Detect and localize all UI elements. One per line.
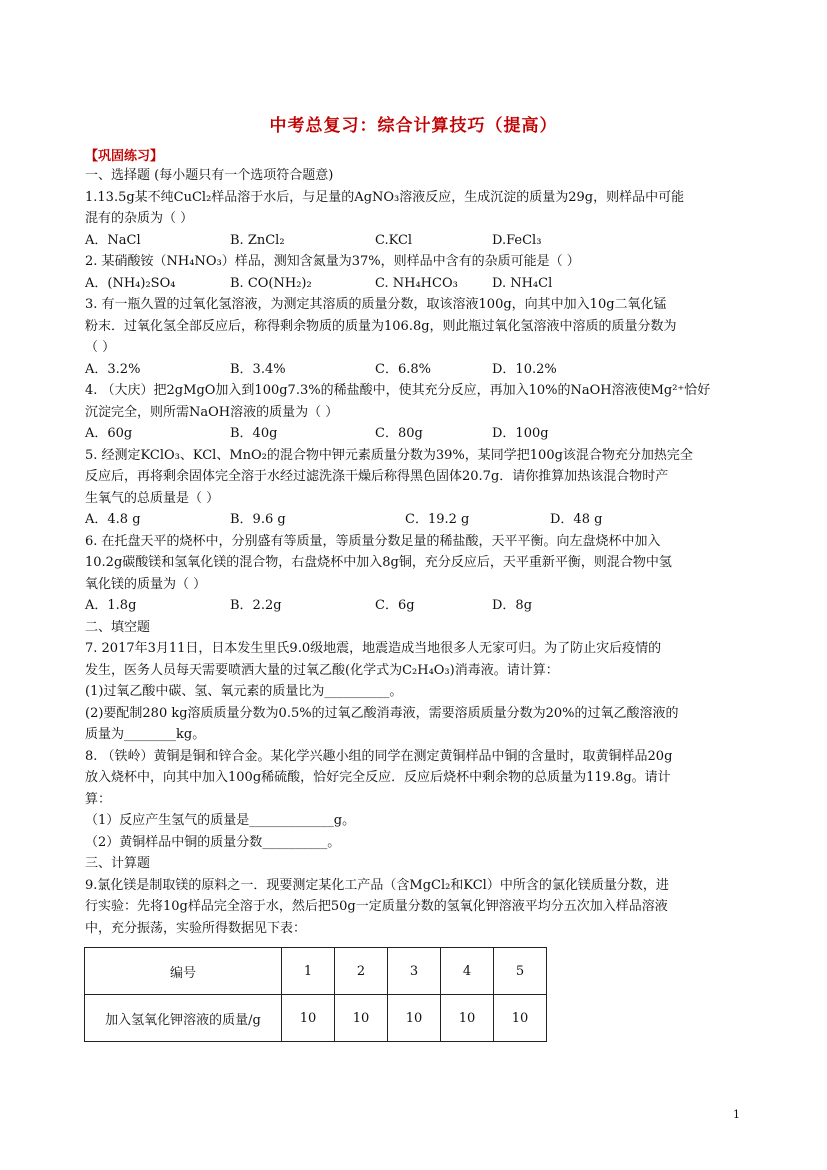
question-2-text: 2. 某硝酸铵（NH₄NO₃）样品，测知含氮量为37%，则样品中含有的杂质可能是（ ） <box>85 254 580 269</box>
table-cell: 10 <box>335 995 388 1042</box>
option-c: C．19.2 g <box>405 512 470 527</box>
question-5-text: 5. 经测定KClO₃、KCl、MnO₂的混合物中钾元素质量分数为39%，某同学把100g该混合物充分加热完全 <box>85 447 693 463</box>
option-c: C．80g <box>375 426 423 441</box>
question-8-text-cont: 放入烧杯中，向其中加入100g稀硫酸，恰好完全反应．反应后烧杯中剩余物的总质量为119.8g。请计 <box>85 770 671 785</box>
option-a: A．4.8 g <box>85 512 141 527</box>
question-9-text: 9.氯化镁是制取镁的原料之一．现要测定某化工产品（含MgCl₂和KCl）中所含的氯化镁质量分数，进 <box>85 877 669 893</box>
option-b: B．40g <box>230 426 278 441</box>
question-8-text-end: 算： <box>85 791 112 807</box>
question-7-part-1: (1)过氧乙酸中碳、氢、氧元素的质量比为__________。 <box>85 684 403 699</box>
option-d: D. NH₄Cl <box>492 275 553 291</box>
option-b: B．2.2g <box>230 598 282 613</box>
option-d: D．10.2% <box>492 361 557 377</box>
question-1-text: 1.13.5g某不纯CuCl₂样品溶于水后，与足量的AgNO₃溶液反应，生成沉淀的质量为29g，则样品中可能 <box>85 189 685 205</box>
section-choice-title: 一、选择题 (每小题只有一个选项符合题意) <box>85 168 334 183</box>
section-fill-title: 二、填空题 <box>85 619 151 635</box>
question-3-text-cont: 粉末．过氧化氢全部反应后，称得剩余物质的质量为106.8g，则此瓶过氧化氢溶液中溶质的质量分数为 <box>85 318 677 334</box>
question-7-text-cont: 发生，医务人员每天需要喷洒大量的过氧乙酸(化学式为C₂H₄O₃)消毒液。请计算： <box>85 662 559 678</box>
table-header-cell: 3 <box>388 948 441 995</box>
page-number: 1 <box>733 1108 740 1121</box>
question-4-options <box>85 423 745 445</box>
question-6-text-end: 氧化镁的质量为（ ） <box>85 576 207 592</box>
option-b: B．3.4% <box>230 361 286 377</box>
option-b: B. ZnCl₂ <box>230 232 285 248</box>
question-7-part-2-cont: 质量为________kg。 <box>85 727 206 742</box>
table-header-cell: 5 <box>494 948 547 995</box>
question-4-text-cont: 沉淀完全，则所需NaOH溶液的质量为（ ） <box>85 404 339 420</box>
question-9-text-end: 中，充分振荡，实验所得数据见下表： <box>85 920 307 936</box>
question-6-options <box>85 595 745 617</box>
option-a: A．3.2% <box>85 361 141 377</box>
option-b: B. CO(NH₂)₂ <box>230 275 312 291</box>
question-6-text: 6. 在托盘天平的烧杯中，分别盛有等质量，等质量分数足量的稀盐酸，天平平衡。向左盘烧杯中加入 <box>85 533 661 549</box>
question-7-text: 7. 2017年3月11日，日本发生里氏9.0级地震，地震造成当地很多人无家可归。为了防止灾后疫情的 <box>85 641 662 656</box>
option-a: A．60g <box>85 426 133 441</box>
option-a: A．(NH₄)₂SO₄ <box>85 275 176 291</box>
table-header-cell: 4 <box>441 948 494 995</box>
data-table <box>84 947 547 1042</box>
question-3-text-end: （ ） <box>85 340 116 355</box>
option-a: A．1.8g <box>85 598 137 613</box>
question-4-text: 4. （大庆）把2gMgO加入到100g7.3%的稀盐酸中，使其充分反应，再加入10%的NaOH溶液使Mg²⁺恰好 <box>85 383 711 398</box>
question-1-text-cont: 混有的杂质为（ ） <box>85 211 194 226</box>
table-cell: 10 <box>282 995 335 1042</box>
question-8-part-2: （2）黄铜样品中铜的质量分数__________。 <box>85 834 341 850</box>
option-c: C. NH₄HCO₃ <box>375 275 458 291</box>
question-7-part-2: (2)要配制280 kg溶质质量分数为0.5%的过氧乙酸消毒液，需要溶质质量分数为20%的过氧乙酸溶液的 <box>85 705 679 721</box>
table-header-cell: 1 <box>282 948 335 995</box>
option-d: D．100g <box>492 426 549 441</box>
document-body <box>85 165 745 939</box>
question-3-text: 3. 有一瓶久置的过氧化氢溶液，为测定其溶质的质量分数，取该溶液100g，向其中加入10g二氧化锰 <box>85 297 667 312</box>
option-c: C．6g <box>375 598 415 613</box>
section-calc-title: 三、计算题 <box>85 856 151 871</box>
option-d: D.FeCl₃ <box>492 232 542 248</box>
question-5-options <box>85 509 745 531</box>
question-8-part-1: （1）反应产生氢气的质量是_____________g。 <box>85 813 356 828</box>
table-header-cell: 2 <box>335 948 388 995</box>
option-d: D．48 g <box>550 512 603 527</box>
question-5-text-end: 生氧气的总质量是（ ） <box>85 490 220 506</box>
question-5-text-cont: 反应后，再将剩余固体完全溶于水经过滤洗涤干燥后称得黑色固体20.7g．请你推算加热该混合物时产 <box>85 469 669 484</box>
table-cell: 10 <box>494 995 547 1042</box>
question-9-text-cont: 行实验：先将10g样品完全溶于水，然后把50g一定质量分数的氢氧化钾溶液平均分五次加入样品溶液 <box>85 899 668 914</box>
page-title: 中考总复习：综合计算技巧（提高） <box>269 116 558 136</box>
table-row <box>85 948 547 995</box>
table-row <box>85 995 547 1042</box>
question-6-text-cont: 10.2g碳酸镁和氢氧化镁的混合物，右盘烧杯中加入8g铜，充分反应后，天平重新平衡，则混合物中氢 <box>85 555 672 570</box>
table-cell: 加入氢氧化钾溶液的质量/g <box>85 995 282 1042</box>
option-b: B．9.6 g <box>230 512 286 527</box>
question-3-options <box>85 359 745 381</box>
table-cell: 10 <box>441 995 494 1042</box>
option-d: D．8g <box>492 598 533 613</box>
question-8-text: 8. （铁岭）黄铜是铜和锌合金。某化学兴趣小组的同学在测定黄铜样品中铜的含量时，取黄铜样品20g <box>85 748 673 764</box>
table-header-cell: 编号 <box>85 948 282 995</box>
option-a: A．NaCl <box>85 232 141 248</box>
section-heading: 【巩固练习】 <box>85 149 164 164</box>
question-2-options <box>85 273 745 295</box>
table-cell: 10 <box>388 995 441 1042</box>
option-c: C.KCl <box>375 232 413 248</box>
option-c: C．6.8% <box>375 361 431 377</box>
question-1-options <box>85 230 745 252</box>
